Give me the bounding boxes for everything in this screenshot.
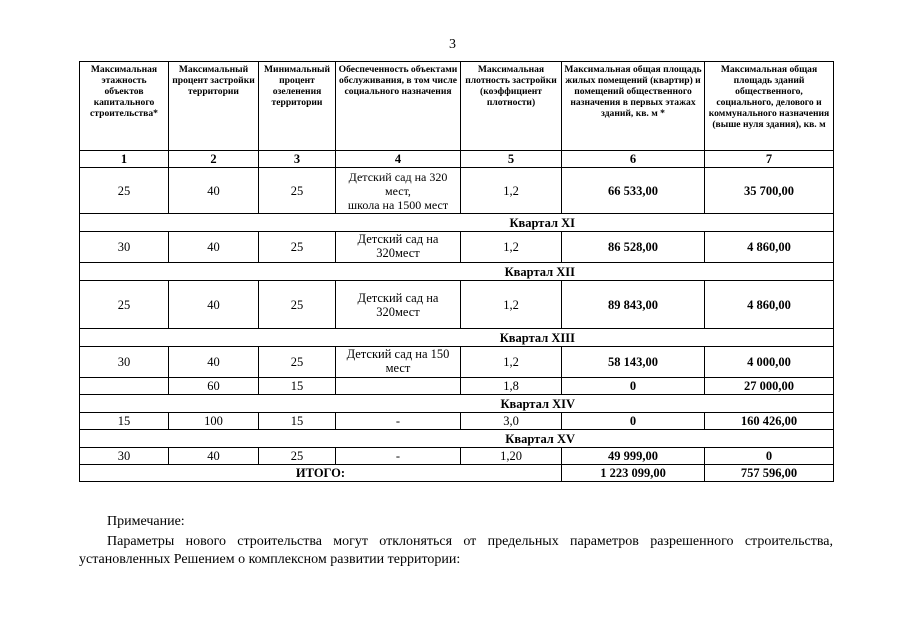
table-cell: 1,2	[461, 347, 562, 378]
table-cell: 0	[705, 448, 834, 465]
table-row	[80, 413, 834, 430]
table-cell: 25	[259, 347, 336, 378]
section-row	[80, 214, 834, 232]
column-number-row	[80, 151, 834, 168]
table-cell: 25	[259, 448, 336, 465]
table-cell: 40	[169, 232, 259, 263]
table-row	[80, 281, 834, 329]
table-cell: 89 843,00	[562, 281, 705, 329]
table-cell: 15	[80, 413, 169, 430]
section-row	[80, 263, 834, 281]
section-title: Квартал XII	[80, 263, 834, 281]
note-title: Примечание:	[107, 514, 185, 529]
table-cell	[336, 378, 461, 395]
column-number: 4	[336, 151, 461, 168]
table-cell: 49 999,00	[562, 448, 705, 465]
table-cell: 3,0	[461, 413, 562, 430]
table-cell: 30	[80, 232, 169, 263]
column-number: 1	[80, 151, 169, 168]
header-cell: Минимальный процент озеленения территории	[259, 62, 336, 151]
table-cell: 25	[259, 281, 336, 329]
section-row	[80, 395, 834, 413]
table-cell: 25	[80, 168, 169, 214]
note-body: Параметры нового строительства могут отклоняться от предельных параметров разрешенного строительства, установленных Решением о комплексном развитии территории:	[79, 534, 833, 567]
table-cell: 40	[169, 347, 259, 378]
header-cell: Максимальная общая площадь зданий общественного, социального, делового и коммунального назначения (выше нуля здания), кв. м	[705, 62, 834, 151]
table-cell: 25	[259, 168, 336, 214]
table-cell: 0	[562, 413, 705, 430]
section-title: Квартал XIV	[80, 395, 834, 413]
table-cell: 4 860,00	[705, 232, 834, 263]
total-row	[80, 465, 834, 482]
table-cell: 1,2	[461, 168, 562, 214]
header-cell: Максимальная этажность объектов капитального строительства*	[80, 62, 169, 151]
table-cell: 4 000,00	[705, 347, 834, 378]
section-row	[80, 329, 834, 347]
total-col7: 757 596,00	[705, 465, 834, 482]
table-cell: 1,20	[461, 448, 562, 465]
table-cell: 1,2	[461, 281, 562, 329]
table-cell: 27 000,00	[705, 378, 834, 395]
table-cell: 35 700,00	[705, 168, 834, 214]
table-cell: 15	[259, 413, 336, 430]
table-cell: 86 528,00	[562, 232, 705, 263]
header-cell: Максимальная общая площадь жилых помещений (квартир) и помещений общественного назначения в первых этажах зданий, кв. м *	[562, 62, 705, 151]
table-row	[80, 232, 834, 263]
table-cell: 0	[562, 378, 705, 395]
column-number: 5	[461, 151, 562, 168]
table-cell: 30	[80, 347, 169, 378]
table-cell: 40	[169, 168, 259, 214]
table-cell: 60	[169, 378, 259, 395]
table-cell: 160 426,00	[705, 413, 834, 430]
table-cell: 4 860,00	[705, 281, 834, 329]
table-row	[80, 448, 834, 465]
table-cell: 40	[169, 448, 259, 465]
table-row	[80, 378, 834, 395]
header-cell: Максимальная плотность застройки (коэффициент плотности)	[461, 62, 562, 151]
table-cell: 1,2	[461, 232, 562, 263]
page-number: 3	[449, 37, 456, 52]
table-cell: 40	[169, 281, 259, 329]
table-cell: 58 143,00	[562, 347, 705, 378]
column-number: 6	[562, 151, 705, 168]
table-cell: Детский сад на 320 мест, школа на 1500 мест	[336, 168, 461, 214]
header-cell: Максимальный процент застройки территории	[169, 62, 259, 151]
column-number: 2	[169, 151, 259, 168]
table-row	[80, 347, 834, 378]
section-title: Квартал XV	[80, 430, 834, 448]
table-cell: 100	[169, 413, 259, 430]
section-row	[80, 430, 834, 448]
total-label: ИТОГО:	[80, 465, 562, 482]
table-cell: -	[336, 413, 461, 430]
table-cell: 25	[259, 232, 336, 263]
table-cell: 15	[259, 378, 336, 395]
table-row	[80, 168, 834, 214]
parameters-table	[79, 61, 834, 482]
table-cell: Детский сад на 320мест	[336, 232, 461, 263]
table-cell: Детский сад на 150 мест	[336, 347, 461, 378]
table-cell: Детский сад на 320мест	[336, 281, 461, 329]
table-cell: -	[336, 448, 461, 465]
table-cell: 30	[80, 448, 169, 465]
header-cell: Обеспеченность объектами обслуживания, в том числе социального назначения	[336, 62, 461, 151]
total-col6: 1 223 099,00	[562, 465, 705, 482]
table-header-row	[80, 62, 834, 151]
table-cell: 1,8	[461, 378, 562, 395]
table-cell: 25	[80, 281, 169, 329]
section-title: Квартал XI	[80, 214, 834, 232]
table-cell: 66 533,00	[562, 168, 705, 214]
table-cell	[80, 378, 169, 395]
column-number: 3	[259, 151, 336, 168]
column-number: 7	[705, 151, 834, 168]
section-title: Квартал XIII	[80, 329, 834, 347]
